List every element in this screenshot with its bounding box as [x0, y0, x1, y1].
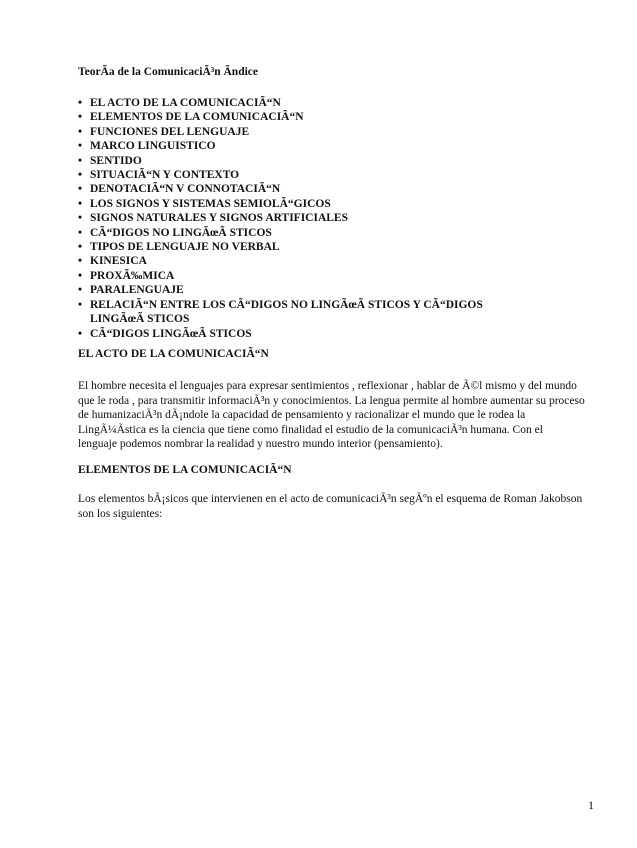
- paragraph-line: son los siguientes:: [78, 507, 163, 520]
- paragraph-line: Los elementos bÃ¡sicos que intervienen en el acto de comunicaciÃ³n segÃºn el esquema de Roman Jakobson: [78, 493, 583, 505]
- toc-item: [78, 298, 548, 327]
- bullet-icon: •: [78, 197, 83, 210]
- paragraph-line: de humanizaciÃ³n dÃ¡ndole la capacidad de pensamiento y racionalizar el mundo que le rodea la: [78, 409, 526, 422]
- toc-item-label: LOS SIGNOS Y SISTEMAS SEMIOLÃ“GICOS: [90, 197, 331, 210]
- paragraph-line: El hombre necesita el lenguajes para expresar sentimientos , reflexionar , hablar de Ã©l mismo y del mundo: [78, 380, 577, 392]
- toc-item-label: CÃ“DIGOS LINGÃœÃ STICOS: [90, 327, 252, 340]
- table-of-contents: [78, 96, 548, 341]
- page-number: 1: [588, 798, 594, 812]
- toc-item: [78, 240, 548, 254]
- bullet-icon: •: [78, 140, 83, 153]
- bullet-icon: •: [78, 97, 83, 109]
- toc-item: [78, 327, 548, 341]
- toc-item-label: KINESICA: [90, 255, 147, 268]
- bullet-icon: •: [78, 125, 83, 138]
- toc-item: [78, 283, 548, 297]
- paragraph-line: LingÃ¼Ãstica es la ciencia que tiene como finalidad el estudio de la comunicaciÃ³n humana. Con el: [78, 423, 543, 436]
- toc-item: [78, 125, 548, 139]
- paragraph-line: que le roda , para transmitir informaciÃ³n y conocimientos. La lengua permite al hombre aumentar su proceso: [78, 394, 585, 407]
- toc-item-label: EL ACTO DE LA COMUNICACIÃ“N: [90, 97, 281, 109]
- toc-item-label: SENTIDO: [90, 154, 142, 167]
- section-heading-elementos: ELEMENTOS DE LA COMUNICACIÃ“N: [78, 464, 292, 476]
- toc-item-label: PROXÃ‰MICA: [90, 269, 175, 282]
- toc-item-label: CÃ“DIGOS NO LINGÃœÃ STICOS: [90, 226, 272, 239]
- toc-item: [78, 168, 548, 182]
- bullet-icon: •: [78, 298, 83, 311]
- bullet-icon: •: [78, 255, 83, 268]
- section-paragraph-elementos: [78, 492, 583, 521]
- section-paragraph-acto: [78, 379, 585, 452]
- toc-item: [78, 254, 548, 268]
- toc-item: [78, 154, 548, 168]
- toc-item-label: PARALENGUAJE: [90, 284, 184, 297]
- toc-item: [78, 197, 548, 211]
- bullet-icon: •: [78, 284, 83, 297]
- toc-item: [78, 139, 548, 153]
- toc-item-label: ELEMENTOS DE LA COMUNICACIÃ“N: [90, 111, 304, 124]
- bullet-icon: •: [78, 183, 83, 196]
- toc-item: [78, 226, 548, 240]
- bullet-icon: •: [78, 327, 83, 340]
- toc-item: [78, 182, 548, 196]
- paragraph-line: lenguaje podemos nombrar la realidad y nuestro mundo interior (pensamiento).: [78, 438, 443, 451]
- toc-item-label: RELACIÃ“N ENTRE LOS CÃ“DIGOS NO LINGÃœÃ STICOS Y CÃ“DIGOS LINGÃœÃ STICOS: [90, 298, 483, 326]
- toc-item: [78, 96, 548, 110]
- toc-item: [78, 269, 548, 283]
- bullet-icon: •: [78, 241, 83, 254]
- bullet-icon: •: [78, 111, 83, 124]
- bullet-icon: •: [78, 169, 83, 182]
- toc-item-label: SIGNOS NATURALES Y SIGNOS ARTIFICIALES: [90, 212, 348, 225]
- bullet-icon: •: [78, 226, 83, 239]
- bullet-icon: •: [78, 212, 83, 225]
- toc-item-label: TIPOS DE LENGUAJE NO VERBAL: [90, 241, 280, 254]
- toc-item: [78, 211, 548, 225]
- toc-item-label: FUNCIONES DEL LENGUAJE: [90, 125, 250, 138]
- document-title: TeorÃa de la ComunicaciÃ³n Ãndice: [78, 66, 258, 78]
- toc-item-label: DENOTACIÃ“N V CONNOTACIÃ“N: [90, 183, 281, 196]
- toc-item-label: SITUACIÃ“N Y CONTEXTO: [90, 169, 240, 182]
- bullet-icon: •: [78, 154, 83, 167]
- section-heading-acto: EL ACTO DE LA COMUNICACIÃ“N: [78, 348, 269, 360]
- bullet-icon: •: [78, 269, 83, 282]
- toc-item-label: MARCO LINGUISTICO: [90, 140, 216, 153]
- toc-item: [78, 110, 548, 124]
